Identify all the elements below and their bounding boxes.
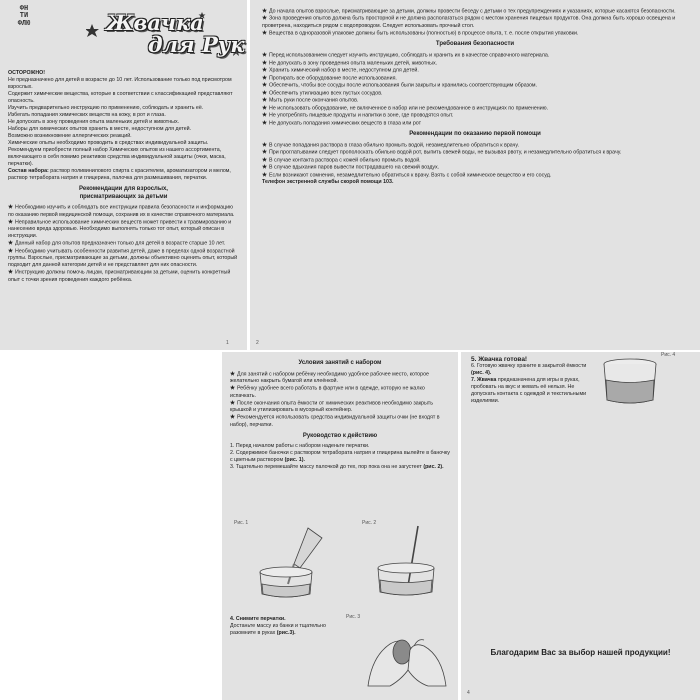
conditions-heading: Условия занятий с набором	[298, 360, 382, 366]
list-item-text: Не допускать в зону проведения опыта маленьких детей, животных.	[269, 60, 438, 67]
star-icon	[8, 269, 13, 274]
list-item-text: Хранить химический набор в месте, недоступном для детей.	[269, 67, 419, 74]
list-item-text: Содержит химические вещества, которые в соответствии с классификацией представляют опасность.	[8, 90, 233, 104]
fig2-stirring-illustration	[372, 524, 442, 604]
list-item-text: Перед использованием следует изучить инструкцию, соблюдать и хранить их в качестве справочного материала.	[269, 52, 550, 59]
list-item	[8, 240, 239, 247]
step-6-text: 6. Готовую жвачку храните в закрытой ёмкости	[471, 363, 587, 369]
star-icon	[230, 385, 235, 390]
list-item	[262, 97, 688, 104]
page-number: 1	[226, 340, 229, 346]
recommendations-list	[8, 204, 239, 283]
page-title-line1: Жвачка	[106, 10, 204, 35]
page-4	[461, 352, 700, 700]
first-aid-heading: Рекомендации по оказанию первой помощи	[409, 131, 541, 138]
list-item	[8, 219, 239, 240]
step-7	[471, 377, 599, 405]
star-icon	[262, 142, 267, 147]
composition	[8, 168, 239, 182]
fig4-label: Рис. 4	[661, 352, 676, 358]
fig1-label: Рис. 1	[234, 520, 249, 526]
safety-list	[262, 52, 688, 127]
list-item-text: Ребёнку удобнее всего работать в фартуке или в одежде, которую не жалко испачкать.	[230, 385, 425, 399]
list-item	[8, 119, 239, 126]
list-item-text: Обеспечить утилизацию всех пустых сосудов.	[269, 90, 383, 97]
star-icon	[262, 105, 267, 110]
list-item	[262, 120, 688, 127]
page-number: 2	[256, 340, 259, 346]
list-item	[262, 164, 688, 171]
list-item-text: Не использовать оборудование, не включенное в набор или не рекомендованное в инструкциях по применению.	[269, 105, 549, 112]
thank-you-message: Благодарим Вас за выбор нашей продукции!	[490, 648, 671, 657]
list-item-text: В случае попадания раствора в глаза обильно промыть водой, незамедлительно обратиться к врачу.	[269, 142, 519, 149]
list-item	[262, 30, 688, 37]
list-item-text: Обеспечить, чтобы все сосуды после использования были закрыты и хранились соответствующим образом.	[269, 82, 538, 89]
step-item	[230, 464, 450, 471]
page-2	[250, 0, 700, 350]
step-ref: (рис. 1).	[284, 457, 305, 464]
list-item	[230, 400, 450, 414]
brand-logo: ФН ТИ ФЛЮ	[17, 5, 31, 28]
list-item	[8, 126, 239, 133]
list-item	[8, 204, 239, 218]
list-item-text: Для занятий с набором ребёнку необходимо удобное рабочее место, которое желательно накрыть бумагой или клеёнкой.	[230, 371, 429, 385]
star-icon	[230, 371, 235, 376]
star-icon	[262, 82, 267, 87]
list-item	[8, 77, 239, 91]
list-item-text: Не допускать попадания химических веществ в глаза или рот	[269, 120, 422, 127]
list-item	[262, 52, 688, 59]
step-6	[471, 363, 599, 377]
step-7-title: 7. Жвачка	[471, 376, 497, 383]
star-icon	[262, 75, 267, 80]
fig2-label: Рис. 2	[362, 520, 377, 526]
star-icon	[262, 164, 267, 169]
list-item	[8, 105, 239, 112]
list-item	[230, 371, 450, 385]
fig3-label: Рис. 3	[346, 614, 361, 620]
list-item-text: Не допускать в зону проведения опыта маленьких детей и животных.	[8, 118, 180, 125]
conditions-list	[230, 371, 450, 429]
page-number: 4	[467, 690, 470, 696]
composition-text: раствор поливинилового спирта с красителем, ароматизатором и мелом, раствор тетрабората натрия и глицерина, палочка для размешивания, перчатки.	[8, 167, 231, 181]
star-icon	[230, 414, 235, 419]
step-text: 3. Тщательно перемешайте массу палочкой до тех, пор пока она не загустеет	[230, 464, 424, 471]
list-item-text: В случае вдыхания паров вывести пострадавшего на свежий воздух.	[269, 164, 440, 171]
list-item-text: Вещества в одноразовой упаковке должны быть использованы (полностью) в процессе опыта, т. е. после открытия упаковки.	[269, 30, 579, 37]
list-item-text: До начала опытов взрослые, присматривающие за детьми, должны провести беседу с детьми о тех предупреждениях и указаниях, которые касаются безопасности.	[269, 8, 676, 15]
list-item-text: Инструкцию должны помочь лицам, присматривающим за детьми, оценить конкретный опыт с точки зрения проведения каждого ребёнка.	[8, 269, 231, 283]
fig4-container-illustration	[601, 356, 659, 408]
final-steps	[471, 356, 599, 405]
list-item	[8, 133, 239, 140]
emergency-phone: Телефон экстренной службы скорой помощи 103.	[262, 179, 394, 186]
step-4	[230, 616, 340, 637]
safety-heading: Требования безопасности	[435, 41, 515, 48]
star-icon	[262, 8, 267, 13]
step-ref: (рис. 2).	[423, 464, 444, 471]
star-icon	[262, 97, 267, 102]
list-item-text: Неправильное использование химических веществ может привести к травмированию и нанесению вреда здоровью. Необходимо выполнять только тот опыт, который описан в инструкции.	[8, 219, 232, 240]
step-item	[230, 450, 450, 464]
star-icon	[262, 172, 267, 177]
star-icon	[262, 52, 267, 57]
star-icon	[86, 24, 99, 37]
fig1-pouring-illustration	[252, 522, 332, 602]
list-item	[262, 157, 688, 164]
star-icon	[8, 240, 13, 245]
star-icon	[230, 400, 235, 405]
list-item	[262, 105, 688, 112]
steps-list	[230, 443, 450, 471]
list-item-text: Протирать все оборудование после использования.	[269, 75, 397, 82]
star-icon	[262, 120, 267, 125]
list-item-text: Изучить предварительно инструкцию по применению, соблюдать и хранить её.	[8, 104, 204, 111]
first-aid-list	[262, 142, 688, 179]
list-item	[8, 248, 239, 269]
list-item	[8, 269, 239, 283]
list-item	[262, 60, 688, 67]
list-item-text: Мыть руки после окончания опытов.	[269, 97, 359, 104]
step-6-ref: (рис. 4).	[471, 369, 492, 376]
list-item	[230, 414, 450, 428]
list-item-text: При проглатывании следует прополоскать обильно водой рот, выпить свежей воды, не вызывая рвоту, и незамедлительно обратиться к врачу.	[269, 149, 622, 156]
list-item	[8, 91, 239, 105]
list-item-text: После окончания опыта ёмкости от химических реактивов необходимо закрыть крышкой и утилизировать в мусорный контейнер.	[230, 400, 433, 414]
list-item	[8, 112, 239, 119]
page-1	[0, 0, 247, 350]
step-7-text: предназначена для игры в руках, пробовать на вкус и жевать её нельзя. Не допускать контакта с одеждой и текстильными изделиями.	[471, 376, 587, 404]
intro-list	[262, 8, 688, 37]
page-title-line2: для Рук	[148, 32, 245, 57]
list-item-text: Не употреблять пищевые продукты и напитки в зоне, где проводятся опыт.	[269, 112, 454, 119]
list-item	[262, 142, 688, 149]
step-4-body: Достаньте массу из банки и тщательно разомните в руках	[230, 622, 326, 636]
list-item	[262, 8, 688, 15]
list-item-text: Если возникают сомнения, незамедлительно обратиться к врачу. Взять с собой химическое вещество и его сосуд.	[269, 172, 552, 179]
list-item-text: Необходимо учитывать особенности развития детей, даже в пределах одной возрастной группы. Взрослые, присматривающие за детьми, должны объективно оценить опыт, который подходит для данной категории детей и не представляет для них опасности.	[8, 248, 238, 269]
star-icon	[262, 149, 267, 154]
star-icon	[262, 30, 267, 35]
step-text: 1. Перед началом работы с набором наденьте перчатки.	[230, 443, 370, 450]
step-5: 5. Жвачка готова!	[471, 356, 528, 363]
list-item	[8, 140, 239, 168]
warning-list	[8, 77, 239, 168]
step-4-ref: (рис.3).	[276, 629, 296, 636]
star-icon	[262, 67, 267, 72]
list-item	[262, 15, 688, 29]
list-item	[262, 90, 688, 97]
list-item-text: В случае контакта раствора с кожей обильно промыть водой.	[269, 157, 421, 164]
star-icon	[8, 248, 13, 253]
list-item-text: Зона проведения опытов должна быть просторной и не должна располагаться рядом с местом хранения пищевых продуктов. Она должна быть хорошо освещена и проветрена, находиться рядом с водопроводом. Следует использовать прочный стол.	[262, 15, 676, 29]
recommendations-heading: Рекомендации для взрослых, присматривающих за детьми	[79, 185, 168, 200]
list-item	[262, 82, 688, 89]
step-text: 2. Содержимое баночки с раствором тетрабората натрия и глицерина вылейте в баночку с цветным раствором	[230, 450, 450, 464]
list-item	[230, 385, 450, 399]
page-3	[222, 352, 458, 700]
list-item-text: Данный набор для опытов предназначен только для детей в возрасте старше 10 лет.	[15, 240, 226, 247]
list-item	[262, 67, 688, 74]
star-icon	[262, 90, 267, 95]
step-4-title: 4. Снимите перчатки.	[230, 616, 286, 622]
list-item	[262, 149, 688, 156]
fig3-hands-illustration	[362, 616, 452, 688]
star-icon	[262, 60, 267, 65]
list-item-text: Избегать попадания химических веществ на кожу, в рот и глаза.	[8, 111, 166, 118]
star-icon	[262, 112, 267, 117]
step-4-text	[230, 623, 340, 637]
composition-label: Состав набора:	[8, 167, 49, 174]
list-item-text: Не предназначено для детей в возрасте до 10 лет. Использование только под присмотром взрослых.	[8, 76, 232, 90]
list-item-text: Необходимо изучить и соблюдать все инструкции правила безопасности и информацию по оказанию первой медицинской помощи, сохранив их в качестве справочного материала.	[8, 204, 235, 218]
list-item-text: Возможно возникновение аллергических реакций.	[8, 132, 132, 139]
star-icon	[262, 15, 267, 20]
list-item-text: Химические опыты необходимо проводить в средствах индивидуальной защиты. Рекомендуем приобрести полный набор Химических опытов из нашего ассортимента, включающего в себя помимо реактивов средства индивидуальной защиты (очки, маска, перчатки).	[8, 139, 226, 167]
star-icon	[262, 157, 267, 162]
star-icon	[8, 204, 13, 209]
list-item-text: Рекомендуется использовать средства индивидуальной защиты очки (не входят в набор), перчатки.	[230, 414, 440, 428]
list-item	[262, 75, 688, 82]
list-item	[262, 112, 688, 119]
guide-heading: Руководство к действию	[302, 432, 378, 439]
star-icon	[8, 219, 13, 224]
warning-heading: ОСТОРОЖНО!	[8, 70, 46, 76]
list-item-text: Наборы для химических опытов хранить в месте, недоступном для детей.	[8, 125, 192, 132]
